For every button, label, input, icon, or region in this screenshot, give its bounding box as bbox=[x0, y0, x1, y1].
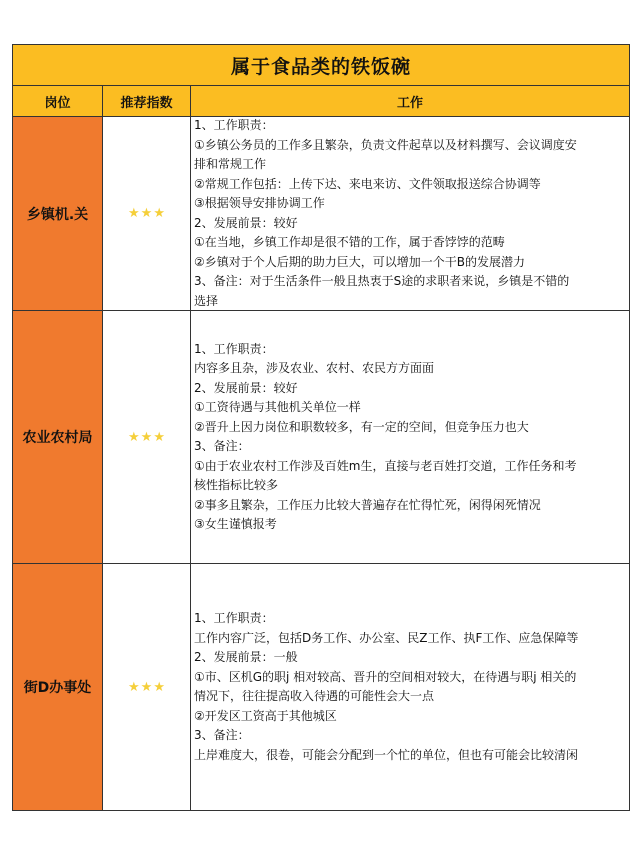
description-line: ①乡镇公务员的工作多且繁杂，负责文件起草以及材料撰写、会议调度安 bbox=[194, 137, 577, 152]
description-line: ②开发区工资高于其他城区 bbox=[194, 708, 337, 723]
description-line: ①工资待遇与其他机关单位一样 bbox=[194, 400, 361, 414]
rating-cell bbox=[103, 311, 191, 563]
rating-stars bbox=[128, 207, 165, 220]
description-line: ②事多且繁杂，工作压力比较大普遍存在忙得忙死，闲得闲死情况 bbox=[194, 497, 541, 512]
description-line: 核性指标比较多 bbox=[194, 478, 279, 492]
rating-cell bbox=[103, 117, 191, 310]
description-line: 工作内容广泛，包括D务工作、办公室、民Z工作、执F工作、应急保障等 bbox=[194, 630, 579, 645]
header-row bbox=[13, 86, 629, 117]
description-line: 选择 bbox=[194, 293, 219, 308]
post-name: 乡镇机.关 bbox=[13, 117, 103, 310]
description-line: 3、备注：对于生活条件一般且热衷于S途的求职者来说，乡镇是不错的 bbox=[194, 274, 570, 288]
star-icon: ★ bbox=[153, 206, 165, 221]
table-row bbox=[13, 311, 629, 564]
description-line: 3、备注： bbox=[194, 728, 250, 742]
header-work: 工作 bbox=[396, 95, 423, 111]
star-icon: ★ bbox=[153, 429, 165, 445]
rating-stars bbox=[128, 681, 165, 694]
description-line: 内容多且杂，涉及农业、农村、农民方方面面 bbox=[194, 361, 435, 375]
description-line: 2、发展前景：一般 bbox=[194, 650, 298, 664]
header-post: 岗位 bbox=[13, 86, 103, 116]
star-icon: ★ bbox=[140, 429, 153, 445]
description-line: 排和常规工作 bbox=[194, 157, 267, 171]
work-description bbox=[191, 564, 629, 810]
description-line: 情况下，往往提高收入待遇的可能性会大一点 bbox=[194, 689, 435, 703]
job-table bbox=[12, 44, 630, 811]
description-line: ①市、区机G的职j 相对较高、晋升的空间相对较大，在待遇与职j 相关的 bbox=[194, 669, 577, 684]
star-icon: ★ bbox=[153, 679, 165, 695]
table-row bbox=[13, 564, 629, 810]
work-description bbox=[191, 117, 629, 310]
description-line: 2、发展前景：较好 bbox=[194, 215, 298, 230]
rating-cell bbox=[103, 564, 191, 810]
post-name: 农业农村局 bbox=[13, 311, 103, 563]
star-icon: ★ bbox=[140, 679, 153, 695]
description-line: 1、工作职责： bbox=[194, 611, 274, 625]
star-icon: ★ bbox=[140, 206, 153, 221]
post-name: 街D办事处 bbox=[13, 564, 103, 810]
description-line: 3、备注： bbox=[194, 439, 250, 453]
work-description bbox=[191, 311, 629, 563]
description-line: ①在当地，乡镇工作却是很不错的工作，属于香饽饽的范畴 bbox=[194, 235, 505, 249]
description-line: ③根据领导安排协调工作 bbox=[194, 196, 325, 210]
description-line: 1、工作职责： bbox=[194, 341, 274, 356]
description-line: ③女生谨慎报考 bbox=[194, 517, 277, 531]
header-rating: 推荐指数 bbox=[103, 86, 191, 116]
table-title: 属于食品类的铁饭碗 bbox=[13, 45, 629, 86]
description-line: 2、发展前景：较好 bbox=[194, 380, 298, 395]
table-body bbox=[13, 117, 629, 810]
star-icon: ★ bbox=[128, 429, 140, 445]
description-line: 1、工作职责： bbox=[194, 118, 274, 132]
description-line: ①由于农业农村工作涉及百姓m生，直接与老百姓打交道，工作任务和考 bbox=[194, 458, 577, 473]
description-line: ②常规工作包括：上传下达、来电来访、文件领取报送综合协调等 bbox=[194, 176, 541, 191]
description-line: ②晋升上因力岗位和职数较多，有一定的空间，但竞争压力也大 bbox=[194, 419, 529, 434]
star-icon: ★ bbox=[128, 679, 140, 695]
description-line: ②乡镇对于个人后期的助力巨大，可以增加一个干B的发展潜力 bbox=[194, 254, 525, 269]
description-line: 上岸难度大，很卷，可能会分配到一个忙的单位，但也有可能会比较清闲 bbox=[194, 747, 579, 762]
table-row bbox=[13, 117, 629, 311]
star-icon: ★ bbox=[128, 206, 140, 221]
rating-stars bbox=[128, 431, 165, 444]
